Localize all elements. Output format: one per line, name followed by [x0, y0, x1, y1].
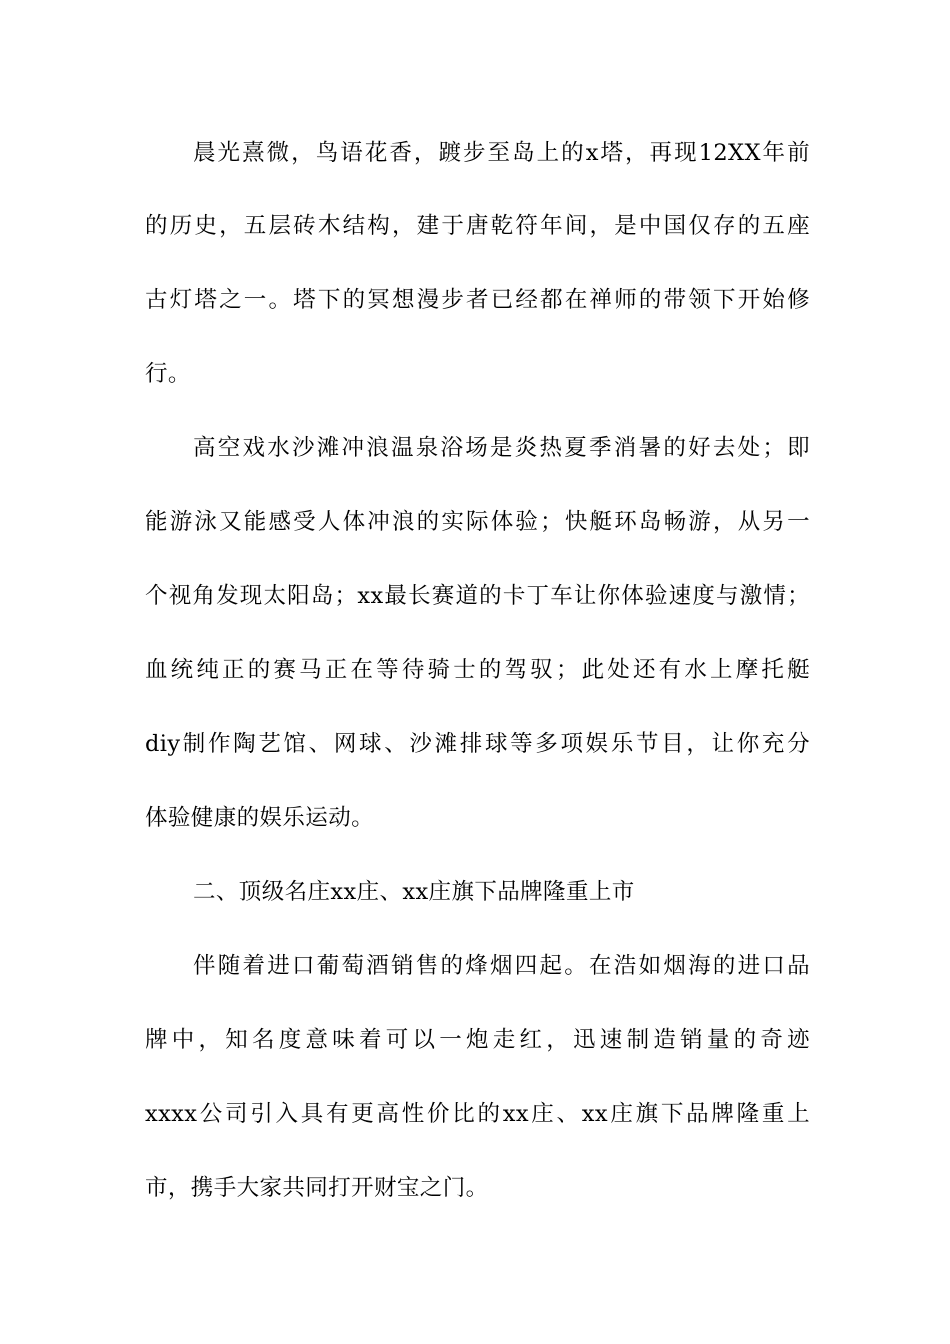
text-line: 体验健康的娱乐运动。	[145, 805, 375, 831]
text-line: 能游泳又能感受人体冲浪的实际体验；快艇环岛畅游，从另一	[145, 509, 810, 535]
text-line: 血统纯正的赛马正在等待骑士的驾驭；此处还有水上摩托艇	[145, 657, 810, 683]
text-line: 个视角发现太阳岛；xx最长赛道的卡丁车让你体验速度与激情；	[145, 583, 810, 609]
text-line: 市，携手大家共同打开财宝之门。	[145, 1175, 489, 1201]
text-line: 的历史，五层砖木结构，建于唐乾符年间，是中国仅存的五座	[145, 213, 810, 239]
text-line: 晨光熹微，鸟语花香，踱步至岛上的x塔，再现12XX年前	[193, 140, 810, 166]
text-line: 古灯塔之一。塔下的冥想漫步者已经都在禅师的带领下开始修	[145, 287, 810, 313]
section-heading-text: 二、顶级名庄xx庄、xx庄旗下品牌隆重上市	[193, 879, 635, 905]
text-line: 牌中，知名度意味着可以一炮走红，迅速制造销量的奇迹	[145, 1027, 810, 1053]
text-line: 伴随着进口葡萄酒销售的烽烟四起。在浩如烟海的进口品	[193, 953, 810, 979]
text-line: 行。	[145, 361, 191, 387]
text-line: 高空戏水沙滩冲浪温泉浴场是炎热夏季消暑的好去处；即	[193, 435, 810, 461]
text-line: xxxx公司引入具有更高性价比的xx庄、xx庄旗下品牌隆重上	[145, 1101, 810, 1127]
text-line: diy制作陶艺馆、网球、沙滩排球等多项娱乐节目，让你充分	[145, 731, 810, 757]
